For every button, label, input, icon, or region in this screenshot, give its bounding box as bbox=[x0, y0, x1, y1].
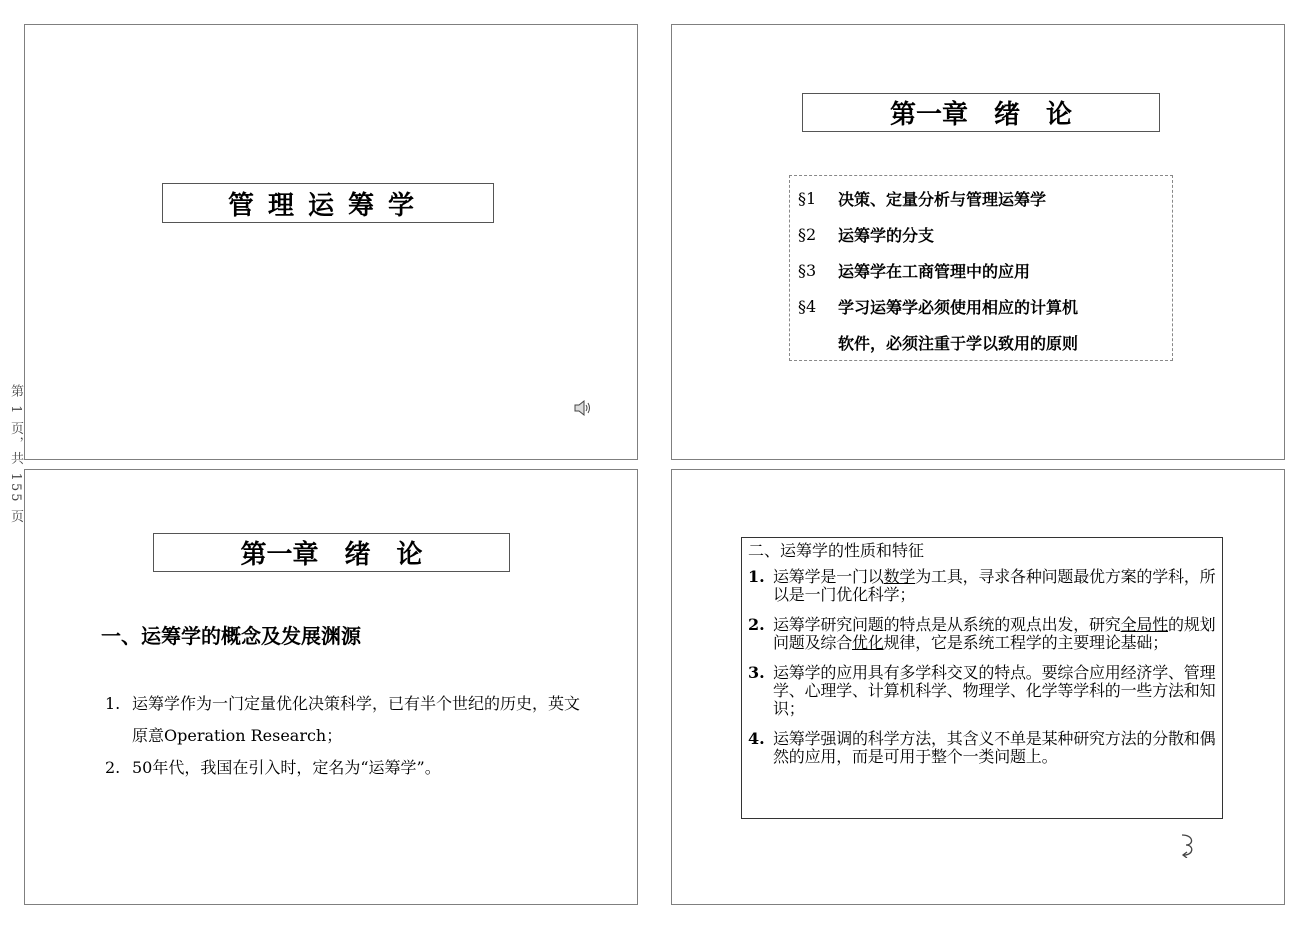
list-number: 1. bbox=[748, 567, 765, 586]
toc-text: 软件，必须注重于学以致用的原则 bbox=[838, 333, 1079, 353]
list-number: 3. bbox=[748, 663, 765, 682]
table-of-contents bbox=[789, 175, 1173, 361]
slide-title: 第一章 绪 论 bbox=[153, 533, 510, 572]
toc-number: §1 bbox=[798, 188, 817, 208]
page-counter: 第 1 页，共 155 页 bbox=[8, 384, 23, 525]
list-text: 运筹学作为一门定量优化决策科学，已有半个世纪的历史，英文原意Operation Research； bbox=[132, 694, 581, 745]
list-text: 运筹学是一门以数学为工具，寻求各种问题最优方案的学科，所以是一门优化科学； bbox=[773, 567, 1216, 604]
toc-item[interactable] bbox=[798, 180, 1164, 216]
toc-text: 运筹学在工商管理中的应用 bbox=[838, 261, 1031, 281]
list-text: 运筹学的应用具有多学科交叉的特点。要综合应用经济学、管理学、心理学、计算机科学、物理学、化学等学科的一些方法和知识； bbox=[773, 663, 1216, 718]
properties-box bbox=[741, 537, 1223, 819]
speaker-icon[interactable] bbox=[573, 399, 593, 417]
list-item bbox=[748, 730, 1222, 766]
toc-number: §3 bbox=[798, 260, 817, 280]
toc-text: 决策、定量分析与管理运筹学 bbox=[838, 189, 1047, 209]
list-number: 4. bbox=[748, 729, 765, 748]
toc-text: 运筹学的分支 bbox=[838, 225, 935, 245]
list-number: 2. bbox=[748, 615, 765, 634]
slide-title: 管理运筹学 bbox=[162, 183, 494, 223]
list-item bbox=[105, 752, 585, 784]
list-text: 运筹学强调的科学方法，其含义不单是某种研究方法的分散和偶然的应用，而是可用于整个一类问题上。 bbox=[773, 729, 1216, 766]
toc-number: §4 bbox=[798, 296, 817, 316]
list-item bbox=[748, 616, 1222, 652]
toc-item[interactable] bbox=[798, 216, 1164, 252]
slide-3 bbox=[24, 469, 638, 905]
slide-title: 第一章 绪 论 bbox=[802, 93, 1160, 132]
list-text: 50年代，我国在引入时，定名为“运筹学”。 bbox=[132, 758, 441, 777]
toc-text: 学习运筹学必须使用相应的计算机 bbox=[838, 297, 1079, 317]
list-text: 运筹学研究问题的特点是从系统的观点出发，研究全局性的规划问题及综合优化规律，它是系统工程学的主要理论基础； bbox=[773, 615, 1216, 652]
toc-item[interactable] bbox=[798, 288, 1164, 324]
list-number: 2. bbox=[105, 758, 121, 777]
toc-item[interactable] bbox=[798, 252, 1164, 288]
box-title: 二、运筹学的性质和特征 bbox=[748, 541, 925, 560]
slide-4 bbox=[671, 469, 1285, 905]
slide-2 bbox=[671, 24, 1285, 460]
slide-1 bbox=[24, 24, 638, 460]
toc-number: §2 bbox=[798, 224, 817, 244]
return-arrow-icon[interactable] bbox=[1176, 832, 1198, 858]
numbered-list bbox=[105, 688, 585, 784]
list-item bbox=[748, 664, 1222, 718]
list-number: 1. bbox=[105, 694, 121, 713]
list-item bbox=[105, 688, 585, 752]
section-heading: 一、运筹学的概念及发展渊源 bbox=[101, 624, 361, 648]
toc-item bbox=[798, 324, 1164, 360]
list-item bbox=[748, 568, 1222, 604]
